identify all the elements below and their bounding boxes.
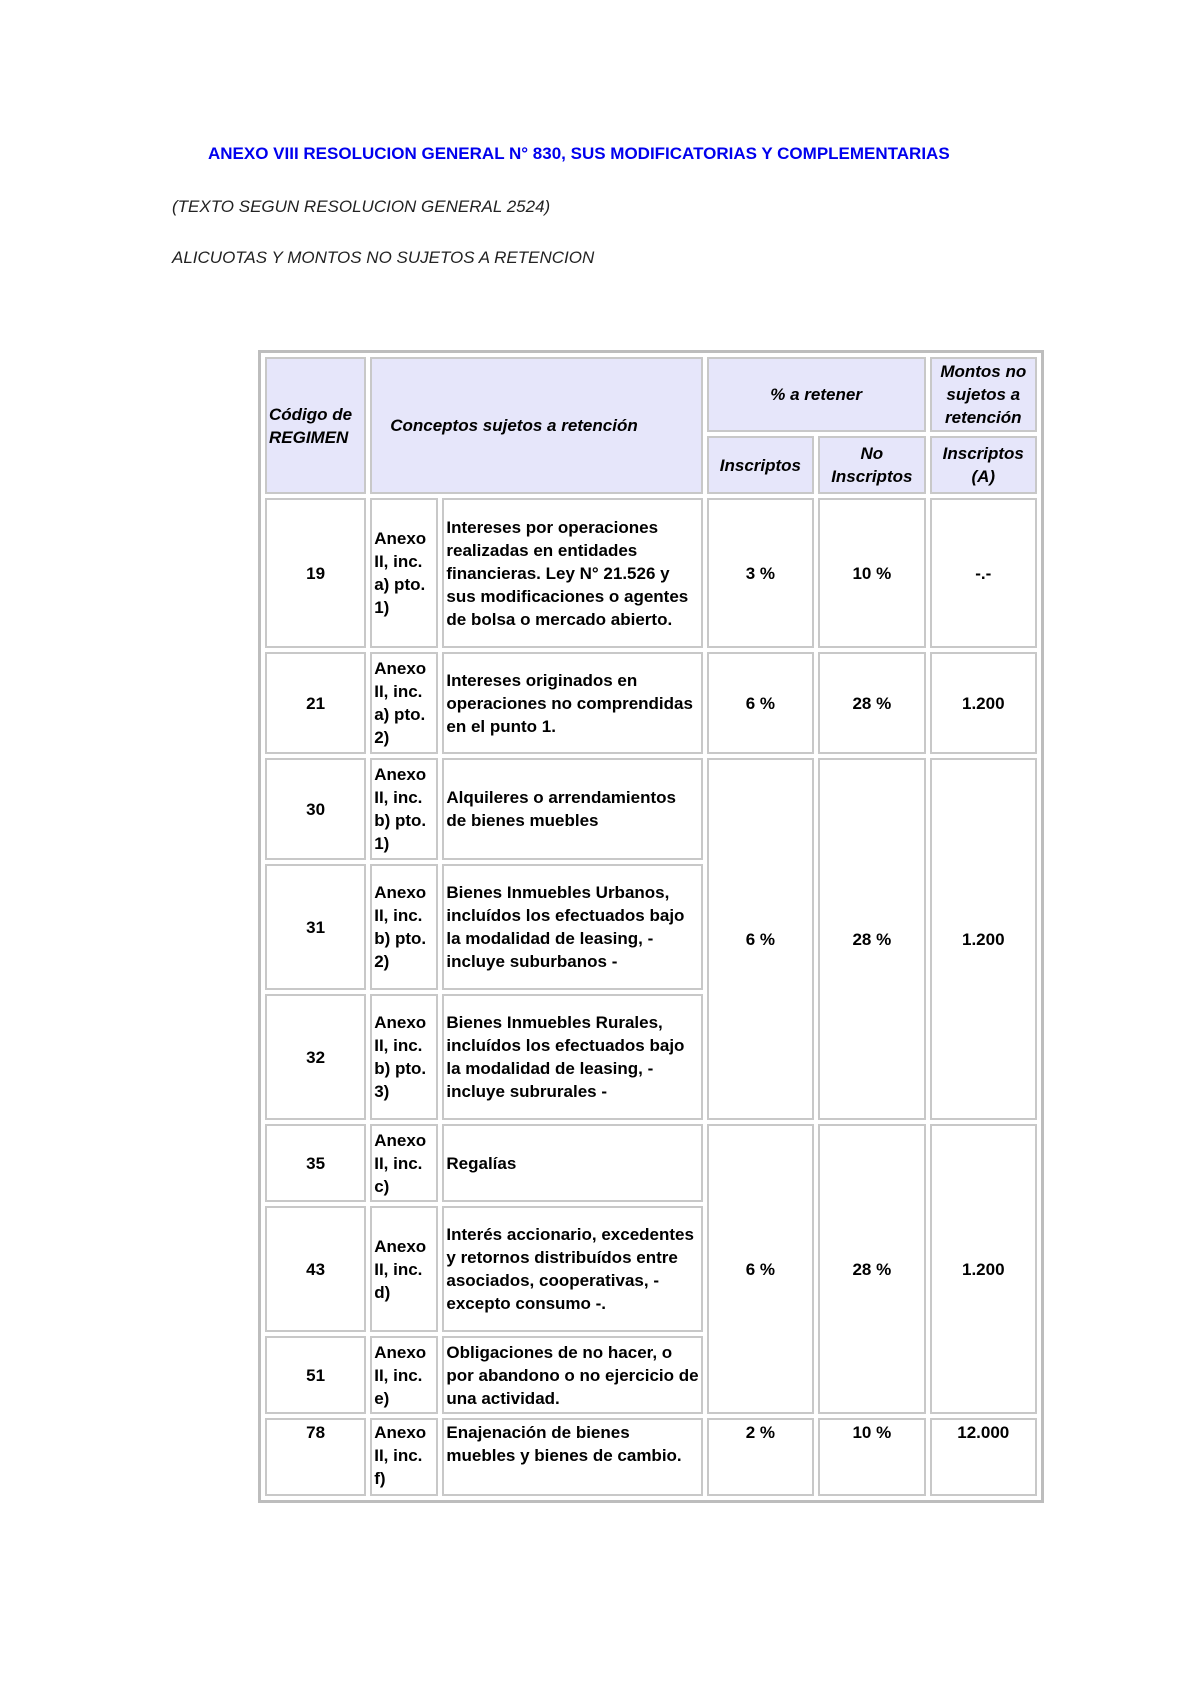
cell-concepto: Bienes Inmuebles Rurales, incluídos los efectuados bajo la modalidad de leasing, - incluye subrurales - (442, 994, 702, 1120)
retention-table (258, 350, 1044, 1503)
cell-inscriptos: 6 % (707, 1124, 814, 1414)
cell-no-inscriptos: 28 % (818, 758, 925, 1120)
cell-codigo: 31 (265, 864, 366, 990)
cell-concepto: Regalías (442, 1124, 702, 1202)
header-conceptos: Conceptos sujetos a retención (370, 357, 702, 494)
cell-codigo: 30 (265, 758, 366, 860)
cell-concepto: Obligaciones de no hacer, o por abandono o no ejercicio de una actividad. (442, 1336, 702, 1414)
cell-concepto: Enajenación de bienes muebles y bienes de cambio. (442, 1418, 702, 1496)
cell-anexo: Anexo II, inc. d) (370, 1206, 438, 1332)
cell-no-inscriptos: 10 % (818, 498, 925, 648)
header-no-inscriptos: No Inscriptos (818, 436, 925, 494)
cell-no-inscriptos: 28 % (818, 652, 925, 754)
header-inscriptos-a: Inscriptos (A) (930, 436, 1037, 494)
cell-concepto: Bienes Inmuebles Urbanos, incluídos los efectuados bajo la modalidad de leasing, - incluye suburbanos - (442, 864, 702, 990)
header-montos: Montos no sujetos a retención (930, 357, 1037, 432)
cell-concepto: Intereses por operaciones realizadas en entidades financieras. Ley N° 21.526 y sus modificaciones o agentes de bolsa o mercado abierto. (442, 498, 702, 648)
cell-codigo: 35 (265, 1124, 366, 1202)
cell-codigo: 32 (265, 994, 366, 1120)
cell-codigo: 78 (265, 1418, 366, 1496)
cell-codigo: 19 (265, 498, 366, 648)
cell-anexo: Anexo II, inc. a) pto. 2) (370, 652, 438, 754)
table-caption: ALICUOTAS Y MONTOS NO SUJETOS A RETENCION (172, 248, 595, 267)
cell-inscriptos: 3 % (707, 498, 814, 648)
cell-anexo: Anexo II, inc. c) (370, 1124, 438, 1202)
cell-inscriptos: 6 % (707, 758, 814, 1120)
cell-codigo: 43 (265, 1206, 366, 1332)
header-porcentaje: % a retener (707, 357, 926, 432)
cell-codigo: 51 (265, 1336, 366, 1414)
cell-anexo: Anexo II, inc. b) pto. 3) (370, 994, 438, 1120)
cell-inscriptos: 2 % (707, 1418, 814, 1496)
cell-anexo: Anexo II, inc. b) pto. 2) (370, 864, 438, 990)
cell-no-inscriptos: 28 % (818, 1124, 925, 1414)
cell-concepto: Interés accionario, excedentes y retornos distribuídos entre asociados, cooperativas, - excepto consumo -. (442, 1206, 702, 1332)
cell-concepto: Intereses originados en operaciones no comprendidas en el punto 1. (442, 652, 702, 754)
cell-monto: 1.200 (930, 1124, 1037, 1414)
header-codigo: Código de REGIMEN (265, 357, 366, 494)
cell-anexo: Anexo II, inc. a) pto. 1) (370, 498, 438, 648)
document-subtitle: (TEXTO SEGUN RESOLUCION GENERAL 2524) (172, 197, 551, 216)
cell-monto: 1.200 (930, 758, 1037, 1120)
cell-anexo: Anexo II, inc. b) pto. 1) (370, 758, 438, 860)
cell-inscriptos: 6 % (707, 652, 814, 754)
cell-codigo: 21 (265, 652, 366, 754)
header-inscriptos: Inscriptos (707, 436, 814, 494)
cell-concepto: Alquileres o arrendamientos de bienes muebles (442, 758, 702, 860)
cell-monto: 1.200 (930, 652, 1037, 754)
cell-anexo: Anexo II, inc. f) (370, 1418, 438, 1496)
cell-anexo: Anexo II, inc. e) (370, 1336, 438, 1414)
cell-no-inscriptos: 10 % (818, 1418, 925, 1496)
cell-monto: 12.000 (930, 1418, 1037, 1496)
cell-monto: -.- (930, 498, 1037, 648)
document-title: ANEXO VIII RESOLUCION GENERAL N° 830, SUS MODIFICATORIAS Y COMPLEMENTARIAS (208, 144, 950, 163)
